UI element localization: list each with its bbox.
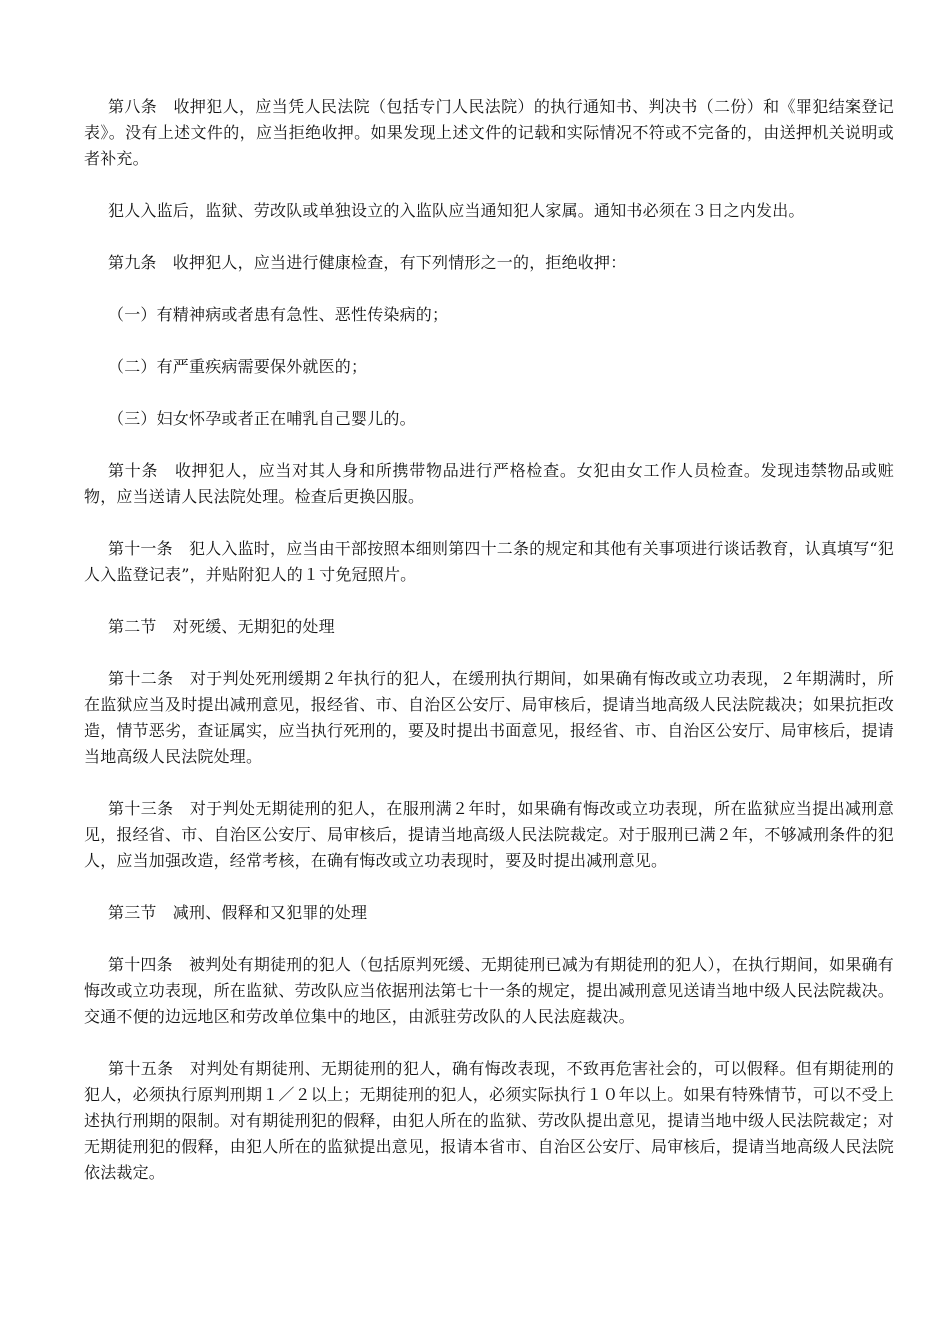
article-8-paragraph: 第八条 收押犯人，应当凭人民法院（包括专门人民法院）的执行通知书、判决书（二份）和《罪犯结案登记表》。没有上述文件的，应当拒绝收押。如果发现上述文件的记载和实际情况不符或不完备的，由送押机关说明或者补充。 — [84, 97, 894, 168]
document-page — [84, 94, 894, 1212]
family-notice-paragraph: 犯人入监后，监狱、劳改队或单独设立的入监队应当通知犯人家属。通知书必须在３日之内发出。 — [108, 201, 805, 220]
article-13-paragraph: 第十三条 对于判处无期徒刑的犯人，在服刑满２年时，如果确有悔改或立功表现，所在监狱应当提出减刑意见，报经省、市、自治区公安厅、局审核后，提请当地高级人民法院裁定。对于服刑已满２年，不够减刑条件的犯人，应当加强改造，经常考核，在确有悔改或立功表现时，要及时提出减刑意见。 — [84, 799, 895, 870]
section-3-heading: 第三节 减刑、假释和又犯罪的处理 — [108, 903, 368, 922]
article-9-item-2: （二）有严重疾病需要保外就医的； — [108, 357, 368, 376]
article-9-item-3: （三）妇女怀孕或者正在哺乳自己婴儿的。 — [108, 409, 416, 428]
article-9-paragraph: 第九条 收押犯人，应当进行健康检查，有下列情形之一的，拒绝收押： — [108, 253, 627, 272]
article-12-paragraph: 第十二条 对于判处死刑缓期２年执行的犯人，在缓刑执行期间，如果确有悔改或立功表现，２年期满时，所在监狱应当及时提出减刑意见，报经省、市、自治区公安厅、局审核后，提请当地高级人民法院裁决；如果抗拒改造，情节恶劣，查证属实，应当执行死刑的，要及时提出书面意见，报经省、市、自治区公安厅、局审核后，提请当地高级人民法院处理。 — [84, 669, 895, 766]
article-14-paragraph: 第十四条 被判处有期徒刑的犯人（包括原判死缓、无期徒刑已减为有期徒刑的犯人），在执行期间，如果确有悔改或立功表现，所在监狱、劳改队应当依据刑法第七十一条的规定，提出减刑意见送请当地中级人民法院裁决。交通不便的边远地区和劳改单位集中的地区，由派驻劳改队的人民法庭裁决。 — [84, 955, 895, 1026]
article-15-paragraph: 第十五条 对判处有期徒刑、无期徒刑的犯人，确有悔改表现，不致再危害社会的，可以假释。但有期徒刑的犯人，必须执行原判刑期１／２以上；无期徒刑的犯人，必须实际执行１０年以上。如果有特殊情节，可以不受上述执行刑期的限制。对有期徒刑犯的假释，由犯人所在的监狱、劳改队提出意见，提请当地中级人民法院裁定；对无期徒刑犯的假释，由犯人所在的监狱提出意见，报请本省市、自治区公安厅、局审核后，提请当地高级人民法院依法裁定。 — [84, 1059, 895, 1182]
section-2-heading: 第二节 对死缓、无期犯的处理 — [108, 617, 335, 636]
article-11-paragraph: 第十一条 犯人入监时，应当由干部按照本细则第四十二条的规定和其他有关事项进行谈话教育，认真填写“犯人入监登记表”，并贴附犯人的１寸免冠照片。 — [84, 539, 894, 584]
article-9-item-1: （一）有精神病或者患有急性、恶性传染病的； — [108, 305, 449, 324]
article-10-paragraph: 第十条 收押犯人，应当对其人身和所携带物品进行严格检查。女犯由女工作人员检查。发现违禁物品或赃物，应当送请人民法院处理。检查后更换囚服。 — [84, 461, 894, 506]
